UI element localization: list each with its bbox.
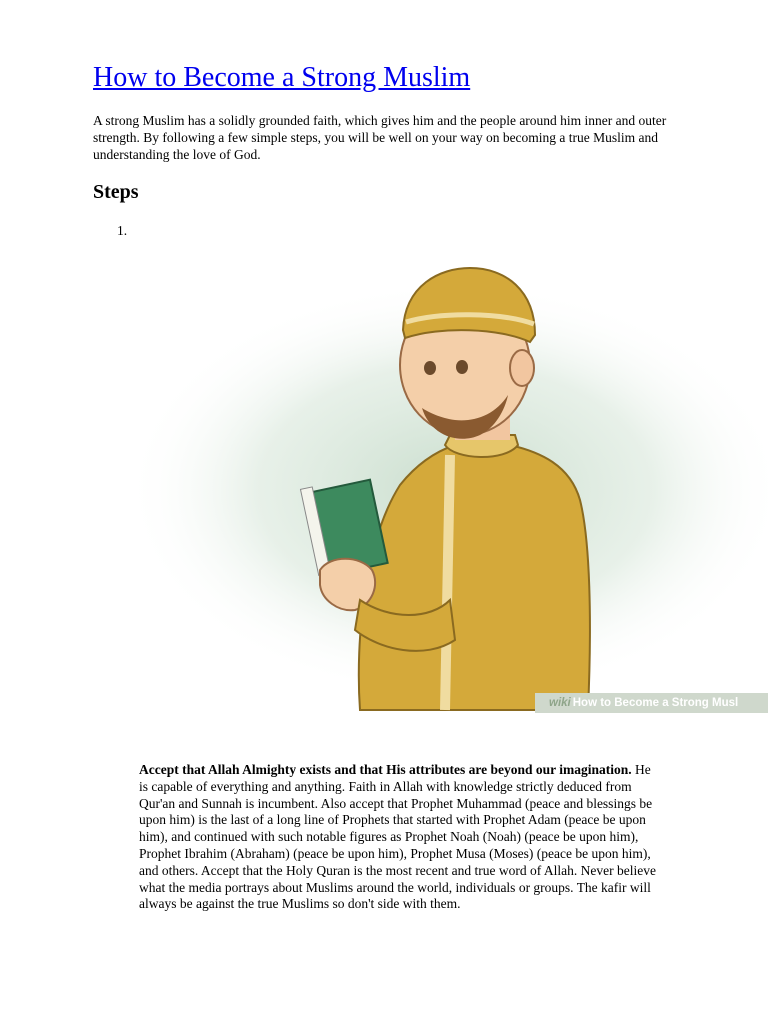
man-reading-quran-illustration	[110, 240, 768, 715]
watermark-prefix: wiki	[549, 697, 571, 709]
image-watermark	[535, 693, 768, 713]
steps-heading: Steps	[93, 181, 139, 203]
step-1-body: He is capable of everything and anything. Faith in Allah with knowledge strictly deduced from Qur'an and Sunnah is incumbent. Also accept that Prophet Muhammad (peace and blessings be upon him) is the last of a long line of Prophets that started with Prophet Adam (peace be upon him), and continued with such notable figures as Prophet Noah (Noah) (peace be upon him), Prophet Ibrahim (Abraham) (peace be upon him), Prophet Musa (Moses) (peace be upon him), and others. Accept that the Holy Quran is the most recent and true word of Allah. Never believe what the media portrays about Muslims around the world, individuals or groups. The kafir will always be against the true Muslims so don't side with them.	[139, 762, 656, 912]
step-number: 1.	[117, 223, 128, 238]
step-illustration	[110, 240, 768, 715]
watermark-text: How to Become a Strong Musl	[572, 697, 739, 709]
step-1-bold-lead: Accept that Allah Almighty exists and that His attributes are beyond our imagination.	[139, 762, 632, 777]
page-title[interactable]: How to Become a Strong Muslim	[93, 62, 471, 93]
intro-paragraph: A strong Muslim has a solidly grounded faith, which gives him and the people around him inner and outer strength. By following a few simple steps, you will be well on your way on becoming a true Muslim and understanding the love of God.	[93, 113, 667, 162]
step-1-text	[139, 762, 659, 913]
